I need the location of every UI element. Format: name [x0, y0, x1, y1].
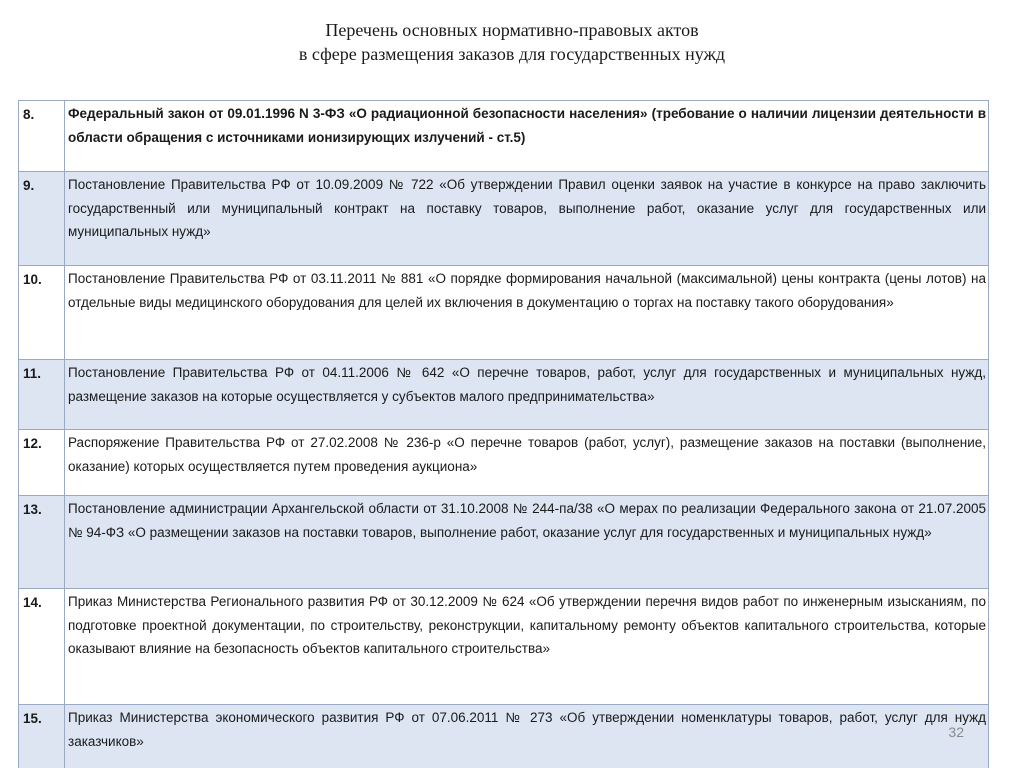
acts-table [18, 100, 989, 768]
table-row [19, 430, 989, 496]
table-row [19, 705, 989, 768]
row-number: 14. [19, 589, 65, 705]
title-line-1: Перечень основных нормативно-правовых актов [325, 20, 699, 40]
row-text: Приказ Министерства Регионального развития РФ от 30.12.2009 № 624 «Об утверждении перечня видов работ по инженерным изысканиям, по подготовке проектной документации, по строительству, реконструкции, капитальному ремонту объектов капитального строительства, которые оказывают влияние на безопасность объектов капитального строительства» [65, 589, 989, 705]
row-text: Распоряжение Правительства РФ от 27.02.2008 № 236-р «О перечне товаров (работ, услуг), размещение заказов на поставки (выполнение, оказание) которых осуществляется путем проведения аукциона» [65, 430, 989, 496]
acts-table-wrapper [18, 100, 988, 768]
row-text: Постановление Правительства РФ от 04.11.2006 № 642 «О перечне товаров, работ, услуг для государственных и муниципальных нужд, размещение заказов на которые осуществляется у субъектов малого предпринимательства» [65, 360, 989, 430]
row-number: 9. [19, 172, 65, 266]
table-row [19, 360, 989, 430]
row-text: Постановление Правительства РФ от 03.11.2011 № 881 «О порядке формирования начальной (максимальной) цены контракта (цены лотов) на отдельные виды медицинского оборудования для целей их включения в документацию о торгах на поставку такого оборудования» [65, 266, 989, 360]
row-number: 8. [19, 101, 65, 172]
row-number: 10. [19, 266, 65, 360]
row-number: 13. [19, 496, 65, 589]
row-text: Приказ Министерства экономического развития РФ от 07.06.2011 № 273 «Об утверждении номенклатуры товаров, работ, услуг для нужд заказчиков» [65, 705, 989, 768]
table-row [19, 172, 989, 266]
row-text: Постановление администрации Архангельской области от 31.10.2008 № 244-па/38 «О мерах по реализации Федерального закона от 21.07.2005 № 94-ФЗ «О размещении заказов на поставки товаров, выполнение работ, оказание услуг для государственных и муниципальных нужд» [65, 496, 989, 589]
row-text: Постановление Правительства РФ от 10.09.2009 № 722 «Об утверждении Правил оценки заявок на участие в конкурсе на право заключить государственный или муниципальный контракт на поставку товаров, выполнение работ, оказание услуг для государственных или муниципальных нужд» [65, 172, 989, 266]
row-number: 15. [19, 705, 65, 768]
title-line-2: в сфере размещения заказов для государственных нужд [298, 44, 726, 64]
row-number: 12. [19, 430, 65, 496]
row-number: 11. [19, 360, 65, 430]
slide-title [0, 18, 1024, 66]
table-row [19, 496, 989, 589]
row-text: Федеральный закон от 09.01.1996 N 3-ФЗ «О радиационной безопасности населения» (требование о наличии лицензии деятельности в области обращения с источниками ионизирующих излучений - ст.5) [65, 101, 989, 172]
table-row [19, 101, 989, 172]
table-row [19, 589, 989, 705]
page-number: 32 [948, 724, 964, 740]
table-row [19, 266, 989, 360]
